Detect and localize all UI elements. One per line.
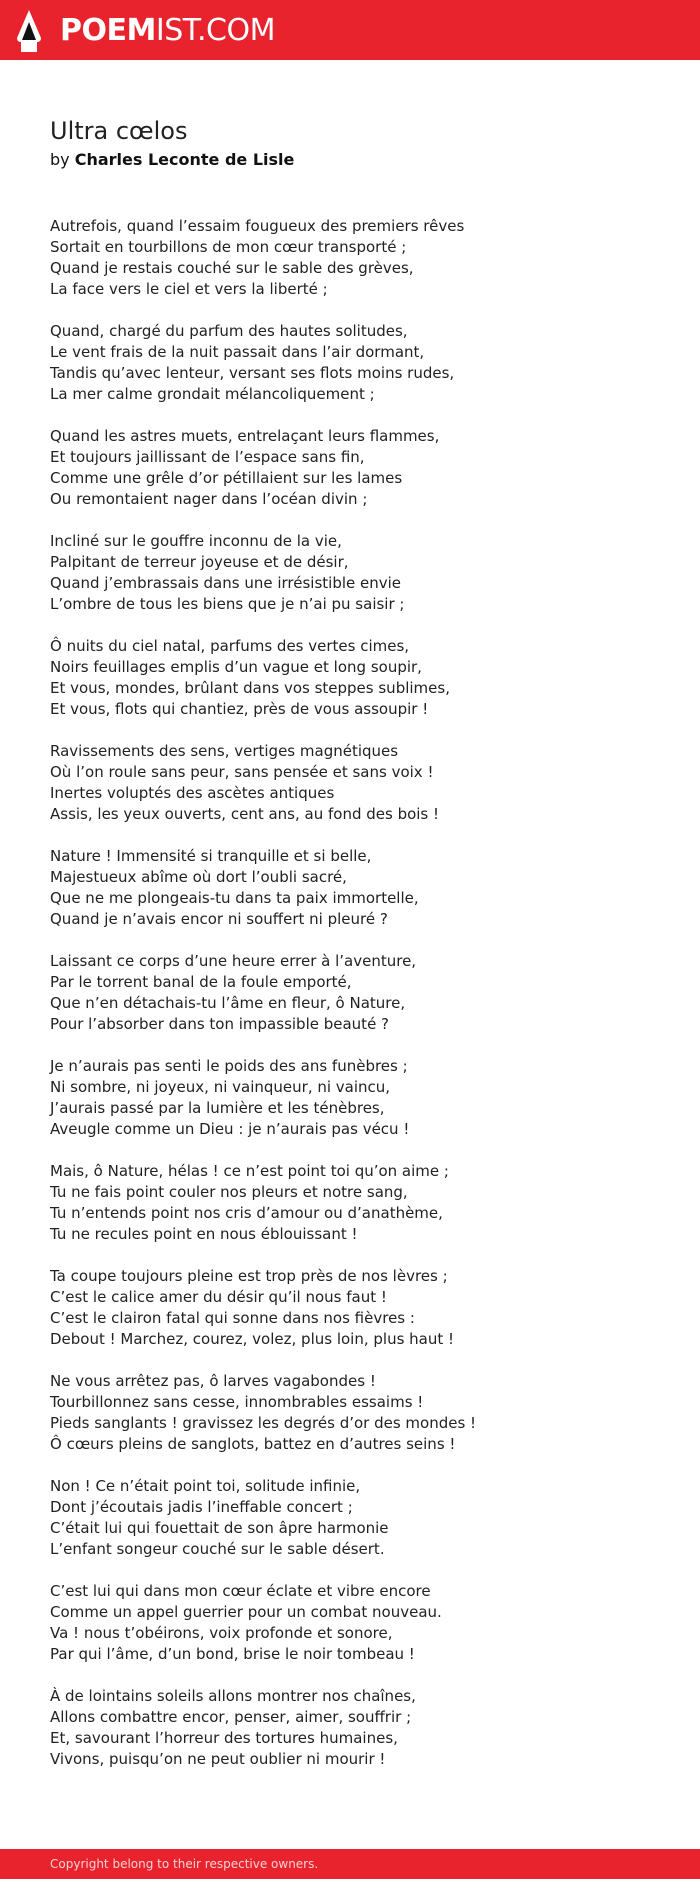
poem-line: Par qui l’âme, d’un bond, brise le noir tombeau ! [50,1645,415,1663]
poem-line: Ne vous arrêtez pas, ô larves vagabondes ! [50,1372,376,1390]
poem-line: Sortait en tourbillons de mon cœur transporté ; [50,238,407,256]
poem-line: C’était lui qui fouettait de son âpre harmonie [50,1519,389,1537]
logo-bold-text: POEM [60,13,156,48]
site-logo-text [60,11,275,51]
poem-line: Et toujours jaillissant de l’espace sans fin, [50,448,365,466]
poem-line: Comme un appel guerrier pour un combat nouveau. [50,1603,442,1621]
poem-line: Vivons, puisqu’on ne peut oublier ni mourir ! [50,1750,386,1768]
poem-stanza [50,1161,650,1245]
poem-stanza [50,531,650,615]
poem-line: Nature ! Immensité si tranquille et si belle, [50,847,372,865]
poem-line: Le vent frais de la nuit passait dans l’air dormant, [50,343,425,361]
poem-line: Quand j’embrassais dans une irrésistible envie [50,574,402,592]
poem-line: Pour l’absorber dans ton impassible beauté ? [50,1015,390,1033]
poem-line: Tu ne fais point couler nos pleurs et notre sang, [50,1183,408,1201]
poem-stanza [50,1056,650,1140]
poem-line: J’aurais passé par la lumière et les ténèbres, [50,1099,385,1117]
poem-line: Et vous, flots qui chantiez, près de vous assoupir ! [50,700,429,718]
poem-line: À de lointains soleils allons montrer nos chaînes, [50,1687,416,1705]
poem-line: Ou remontaient nager dans l’océan divin ; [50,490,368,508]
poem-line: Autrefois, quand l’essaim fougueux des premiers rêves [50,217,465,235]
poem-byline [50,147,650,173]
poem-line: Mais, ô Nature, hélas ! ce n’est point toi qu’on aime ; [50,1162,449,1180]
poem-line: L’enfant songeur couché sur le sable désert. [50,1540,385,1558]
poem-line: Debout ! Marchez, courez, volez, plus loin, plus haut ! [50,1330,455,1348]
poem-line: Noirs feuillages emplis d’un vague et long soupir, [50,658,422,676]
poem-line: Je n’aurais pas senti le poids des ans funèbres ; [50,1057,408,1075]
logo-light-text: IST.COM [155,13,275,48]
poem-line: Ni sombre, ni joyeux, ni vainqueur, ni vaincu, [50,1078,391,1096]
poem-title: Ultra cœlos [50,117,188,145]
poem-line: Palpitant de terreur joyeuse et de désir, [50,553,349,571]
poem-line: L’ombre de tous les biens que je n’ai pu saisir ; [50,595,405,613]
poem-stanza [50,321,650,405]
poem-line: Ta coupe toujours pleine est trop près de nos lèvres ; [50,1267,448,1285]
poem-line: Tu ne recules point en nous éblouissant ! [50,1225,358,1243]
poem-line: Non ! Ce n’était point toi, solitude infinie, [50,1477,361,1495]
site-logo-link[interactable] [16,10,275,52]
poem-line: Ô nuits du ciel natal, parfums des vertes cimes, [50,637,410,655]
poem-line: Que n’en détachais-tu l’âme en fleur, ô Nature, [50,994,406,1012]
poem-line: Va ! nous t’obéirons, voix profonde et sonore, [50,1624,393,1642]
poem-line: Quand, chargé du parfum des hautes solitudes, [50,322,408,340]
poem-stanza [50,1581,650,1665]
poem-stanza [50,1266,650,1350]
poem-line: Et, savourant l’horreur des tortures humaines, [50,1729,398,1747]
poem-line: C’est le calice amer du désir qu’il nous faut ! [50,1288,387,1306]
poem-line: Ô cœurs pleins de sanglots, battez en d’autres seins ! [50,1435,456,1453]
poem-line: Comme une grêle d’or pétillaient sur les lames [50,469,403,487]
poem-stanza [50,741,650,825]
poem-stanza [50,216,650,300]
poem-line: Et vous, mondes, brûlant dans vos steppes sublimes, [50,679,450,697]
poem-line: Quand je n’avais encor ni souffert ni pleuré ? [50,910,388,928]
poem-line: Dont j’écoutais jadis l’ineffable concert ; [50,1498,353,1516]
poem-line: Majestueux abîme où dort l’oubli sacré, [50,868,347,886]
poem-line: Ravissements des sens, vertiges magnétiques [50,742,399,760]
poem-line: La face vers le ciel et vers la liberté ; [50,280,328,298]
poem-line: Inertes voluptés des ascètes antiques [50,784,335,802]
author-name: Charles Leconte de Lisle [74,150,295,169]
poem-line: Par le torrent banal de la foule emporté, [50,973,352,991]
poem-line: Tandis qu’avec lenteur, versant ses flots moins rudes, [50,364,455,382]
poem-stanza [50,1371,650,1455]
poem-line: Laissant ce corps d’une heure errer à l’aventure, [50,952,417,970]
poem-line: Où l’on roule sans peur, sans pensée et sans voix ! [50,763,434,781]
site-header [0,0,700,60]
copyright-notice: Copyright belong to their respective owners. [50,1857,319,1871]
poem-line: Pieds sanglants ! gravissez les degrés d’or des mondes ! [50,1414,477,1432]
poem-stanza [50,846,650,930]
poem-stanza [50,951,650,1035]
byline-prefix: by [50,150,70,169]
poem-line: Incliné sur le gouffre inconnu de la vie, [50,532,342,550]
poem-body [50,216,650,1770]
poem-line: Tu n’entends point nos cris d’amour ou d’anathème, [50,1204,443,1222]
poem-line: Tourbillonnez sans cesse, innombrables essaims ! [50,1393,424,1411]
poem-line: Quand je restais couché sur le sable des grèves, [50,259,414,277]
poem-line: Allons combattre encor, penser, aimer, souffrir ; [50,1708,412,1726]
poem-line: Que ne me plongeais-tu dans ta paix immortelle, [50,889,419,907]
poem-line: Assis, les yeux ouverts, cent ans, au fond des bois ! [50,805,440,823]
pen-nib-icon [16,10,42,52]
poem-line: Quand les astres muets, entrelaçant leurs flammes, [50,427,440,445]
poem-stanza [50,426,650,510]
poem-content [50,115,650,1791]
poem-line: C’est lui qui dans mon cœur éclate et vibre encore [50,1582,431,1600]
poem-stanza [50,1476,650,1560]
site-footer [0,1849,700,1879]
poem-stanza [50,1686,650,1770]
poem-stanza [50,636,650,720]
poem-line: C’est le clairon fatal qui sonne dans nos fièvres : [50,1309,415,1327]
poem-line: La mer calme grondait mélancoliquement ; [50,385,375,403]
poem-line: Aveugle comme un Dieu : je n’aurais pas vécu ! [50,1120,410,1138]
